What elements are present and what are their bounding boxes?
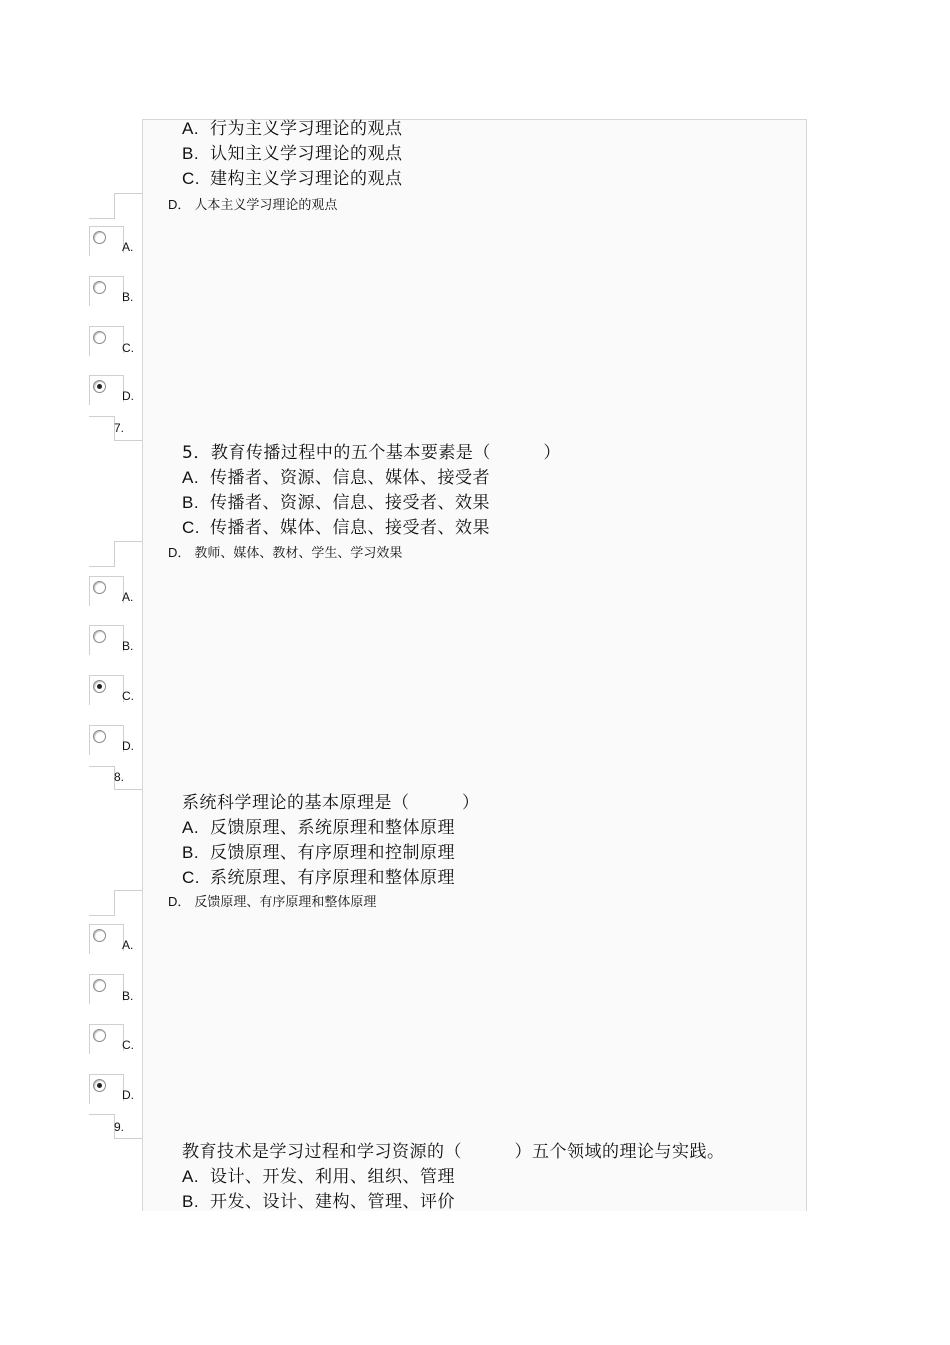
option-line-d xyxy=(168,197,337,214)
radio-label: C. xyxy=(122,341,134,355)
option-line-d xyxy=(168,545,402,562)
answer-choice-c[interactable] xyxy=(89,1024,124,1054)
option-line-b xyxy=(182,843,455,863)
option-line-a xyxy=(182,119,403,139)
option-text: 传播者、资源、信息、接受者、效果 xyxy=(210,493,490,513)
frame-line xyxy=(89,766,115,767)
radio-button[interactable] xyxy=(93,630,106,643)
option-letter: A. xyxy=(182,468,200,487)
option-text: 传播者、媒体、信息、接受者、效果 xyxy=(210,518,490,538)
frame-line xyxy=(89,416,115,417)
frame-line xyxy=(114,541,115,567)
radio-button[interactable] xyxy=(93,231,106,244)
option-text: 反馈原理、有序原理和控制原理 xyxy=(210,843,455,863)
radio-label: D. xyxy=(122,389,134,403)
option-text: 教师、媒体、教材、学生、学习效果 xyxy=(194,546,403,561)
option-line-b xyxy=(182,493,490,513)
frame-line xyxy=(114,440,142,441)
radio-button-selected[interactable] xyxy=(93,380,106,393)
answer-choice-d[interactable] xyxy=(89,725,124,755)
frame-bg xyxy=(114,419,142,539)
option-line-b xyxy=(182,144,403,164)
option-letter: B. xyxy=(182,1192,200,1211)
radio-label: B. xyxy=(122,639,134,653)
answer-choice-a[interactable] xyxy=(89,924,124,954)
frame-line xyxy=(114,890,115,915)
radio-label: A. xyxy=(122,590,134,604)
radio-label: B. xyxy=(122,290,134,304)
option-text: 反馈原理、有序原理和整体原理 xyxy=(194,895,377,910)
option-text: 设计、开发、利用、组织、管理 xyxy=(210,1167,455,1187)
option-line-a xyxy=(182,1167,455,1187)
frame-line xyxy=(114,193,142,194)
radio-label: C. xyxy=(122,689,134,703)
question-number: 7. xyxy=(114,421,125,435)
option-letter: A. xyxy=(182,818,200,837)
option-letter: B. xyxy=(182,144,200,163)
answer-choice-d[interactable] xyxy=(89,375,124,405)
radio-label: A. xyxy=(122,240,134,254)
question-number: 9. xyxy=(114,1120,125,1134)
frame-line xyxy=(114,193,115,218)
frame-line xyxy=(114,789,142,790)
option-text: 反馈原理、系统原理和整体原理 xyxy=(210,818,455,838)
answer-choice-d[interactable] xyxy=(89,1074,124,1104)
option-letter: B. xyxy=(182,493,200,512)
option-text: 传播者、资源、信息、媒体、接受者 xyxy=(210,468,490,488)
option-line-d xyxy=(168,894,376,911)
option-text: 人本主义学习理论的观点 xyxy=(194,198,338,213)
radio-label: D. xyxy=(122,739,134,753)
answer-choice-b[interactable] xyxy=(89,625,124,655)
answer-choice-b[interactable] xyxy=(89,974,124,1004)
radio-label: B. xyxy=(122,989,134,1003)
option-line-c xyxy=(182,518,490,538)
option-line-b xyxy=(182,1192,455,1212)
option-line-a xyxy=(182,818,455,838)
frame-line xyxy=(89,915,115,916)
option-letter: D． xyxy=(168,545,191,560)
radio-label: A. xyxy=(122,938,134,952)
option-text: 系统原理、有序原理和整体原理 xyxy=(210,868,455,888)
answer-choice-c[interactable] xyxy=(89,326,124,356)
frame-bg xyxy=(114,768,142,888)
radio-button[interactable] xyxy=(93,281,106,294)
option-letter: B. xyxy=(182,843,200,862)
option-letter: C. xyxy=(182,169,200,188)
radio-button[interactable] xyxy=(93,1029,106,1042)
radio-button[interactable] xyxy=(93,331,106,344)
option-letter: A. xyxy=(182,119,200,138)
radio-button-selected[interactable] xyxy=(93,1079,106,1092)
frame-line xyxy=(89,1114,115,1115)
radio-button[interactable] xyxy=(93,929,106,942)
radio-button[interactable] xyxy=(93,581,106,594)
option-text: 认知主义学习理论的观点 xyxy=(210,144,403,164)
answer-choice-a[interactable] xyxy=(89,576,124,606)
option-text: 开发、设计、建构、管理、评价 xyxy=(210,1192,455,1212)
radio-button-selected[interactable] xyxy=(93,680,106,693)
frame-line xyxy=(114,1138,142,1139)
answer-choice-b[interactable] xyxy=(89,276,124,306)
option-line-c xyxy=(182,868,455,888)
option-text: 建构主义学习理论的观点 xyxy=(210,169,403,189)
option-letter: C. xyxy=(182,868,200,887)
option-letter: C. xyxy=(182,518,200,537)
frame-line xyxy=(89,566,115,567)
question-number: 8. xyxy=(114,770,125,784)
frame-line xyxy=(114,541,142,542)
radio-button[interactable] xyxy=(93,979,106,992)
radio-button[interactable] xyxy=(93,730,106,743)
answer-choice-a[interactable] xyxy=(89,226,124,256)
answer-choice-c[interactable] xyxy=(89,675,124,705)
frame-line xyxy=(114,890,142,891)
option-text: 行为主义学习理论的观点 xyxy=(210,119,403,139)
option-letter: D． xyxy=(168,197,191,212)
question-text: 教育技术是学习过程和学习资源的（ ）五个领域的理论与实践。 xyxy=(182,1142,725,1162)
question-text: 系统科学理论的基本原理是（ ） xyxy=(182,793,480,813)
question-text: 5．教育传播过程中的五个基本要素是（ ） xyxy=(182,443,561,463)
option-letter: D． xyxy=(168,894,191,909)
radio-label: D. xyxy=(122,1088,134,1102)
option-line-c xyxy=(182,169,403,189)
frame-line xyxy=(89,218,115,219)
option-line-a xyxy=(182,468,490,488)
question-panel xyxy=(142,119,807,1211)
radio-label: C. xyxy=(122,1038,134,1052)
option-letter: A. xyxy=(182,1167,200,1186)
